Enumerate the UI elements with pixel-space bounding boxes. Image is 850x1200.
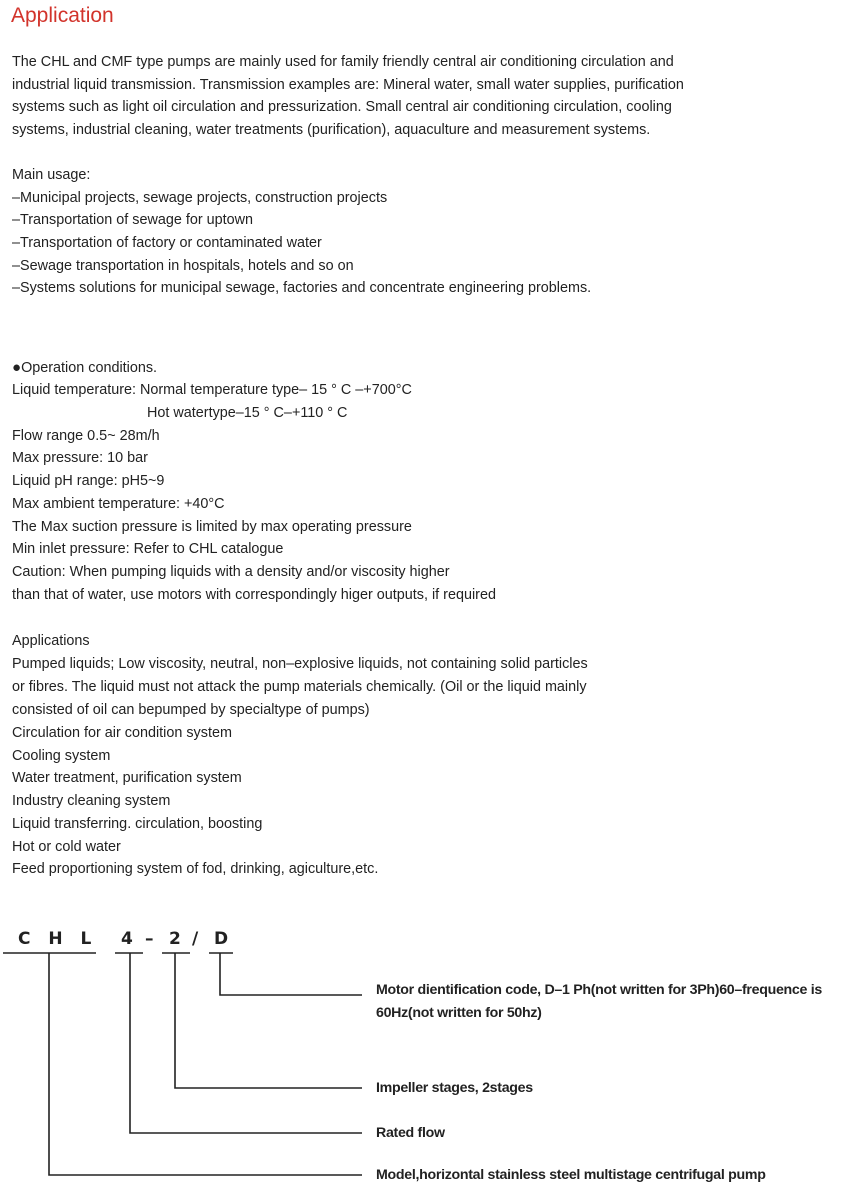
applications-title: Applications [12, 633, 90, 649]
intro-line-2: industrial liquid transmission. Transmission examples are: Mineral water, small water supplies, purification [12, 77, 684, 93]
applications-line: consisted of oil can bepumped by specialtype of pumps) [12, 702, 370, 718]
code-dash: – [145, 929, 154, 949]
applications-line: Liquid transferring. circulation, boosting [12, 816, 263, 832]
operation-line: Liquid pH range: pH5~9 [12, 473, 165, 489]
main-usage-title: Main usage: [12, 167, 91, 183]
desc-motor-line-2: 60Hz(not written for 50hz) [376, 1005, 542, 1021]
main-usage-item: –Municipal projects, sewage projects, construction projects [12, 190, 388, 206]
desc-stages: Impeller stages, 2stages [376, 1080, 533, 1096]
applications-line: Cooling system [12, 748, 111, 764]
applications-line: Feed proportioning system of fod, drinking, agiculture,etc. [12, 861, 379, 877]
applications-line: Hot or cold water [12, 839, 121, 855]
operation-line: Caution: When pumping liquids with a density and/or viscosity higher [12, 564, 450, 580]
liquid-temp-line-2: Hot watertype–15 ° C–+110 ° C [147, 405, 348, 421]
operation-line: The Max suction pressure is limited by max operating pressure [12, 519, 412, 535]
desc-model: Model,horizontal stainless steel multistage centrifugal pump [376, 1167, 766, 1183]
applications-line: Pumped liquids; Low viscosity, neutral, non–explosive liquids, not containing solid particles [12, 656, 588, 672]
liquid-temp-line-1: Liquid temperature: Normal temperature type– 15 ° C –+700°C [12, 382, 412, 398]
code-flow: 4 [121, 929, 133, 949]
desc-flow: Rated flow [376, 1125, 445, 1141]
applications-line: or fibres. The liquid must not attack the pump materials chemically. (Oil or the liquid mainly [12, 679, 587, 695]
main-usage-item: –Transportation of sewage for uptown [12, 212, 254, 228]
intro-line-3: systems such as light oil circulation and pressurization. Small central air conditioning circulation, cooling [12, 99, 672, 115]
operation-line: Max ambient temperature: +40°C [12, 496, 225, 512]
main-usage-item: –Transportation of factory or contaminated water [12, 235, 322, 251]
operation-line: Min inlet pressure: Refer to CHL catalogue [12, 541, 284, 557]
applications-line: Water treatment, purification system [12, 770, 242, 786]
applications-line: Industry cleaning system [12, 793, 171, 809]
page-title: Application [11, 4, 114, 27]
operation-line: Max pressure: 10 bar [12, 450, 148, 466]
code-model: C H L [18, 929, 98, 949]
code-motor: D [214, 929, 229, 949]
bullet-icon: ● [12, 359, 22, 376]
code-slash: / [192, 929, 199, 949]
main-usage-item: –Systems solutions for municipal sewage, factories and concentrate engineering problems. [12, 280, 592, 296]
operation-title: Operation conditions. [21, 360, 158, 376]
code-stages: 2 [169, 929, 181, 949]
operation-line: than that of water, use motors with correspondingly higer outputs, if required [12, 587, 496, 603]
operation-line: Flow range 0.5~ 28m/h [12, 428, 160, 444]
intro-line-4: systems, industrial cleaning, water treatments (purification), aquaculture and measurement systems. [12, 122, 651, 138]
intro-line-1: The CHL and CMF type pumps are mainly used for family friendly central air conditioning circulation and [12, 54, 674, 70]
main-usage-item: –Sewage transportation in hospitals, hotels and so on [12, 258, 354, 274]
desc-motor-line-1: Motor dientification code, D–1 Ph(not written for 3Ph)60–frequence is [376, 982, 822, 998]
applications-line: Circulation for air condition system [12, 725, 232, 741]
